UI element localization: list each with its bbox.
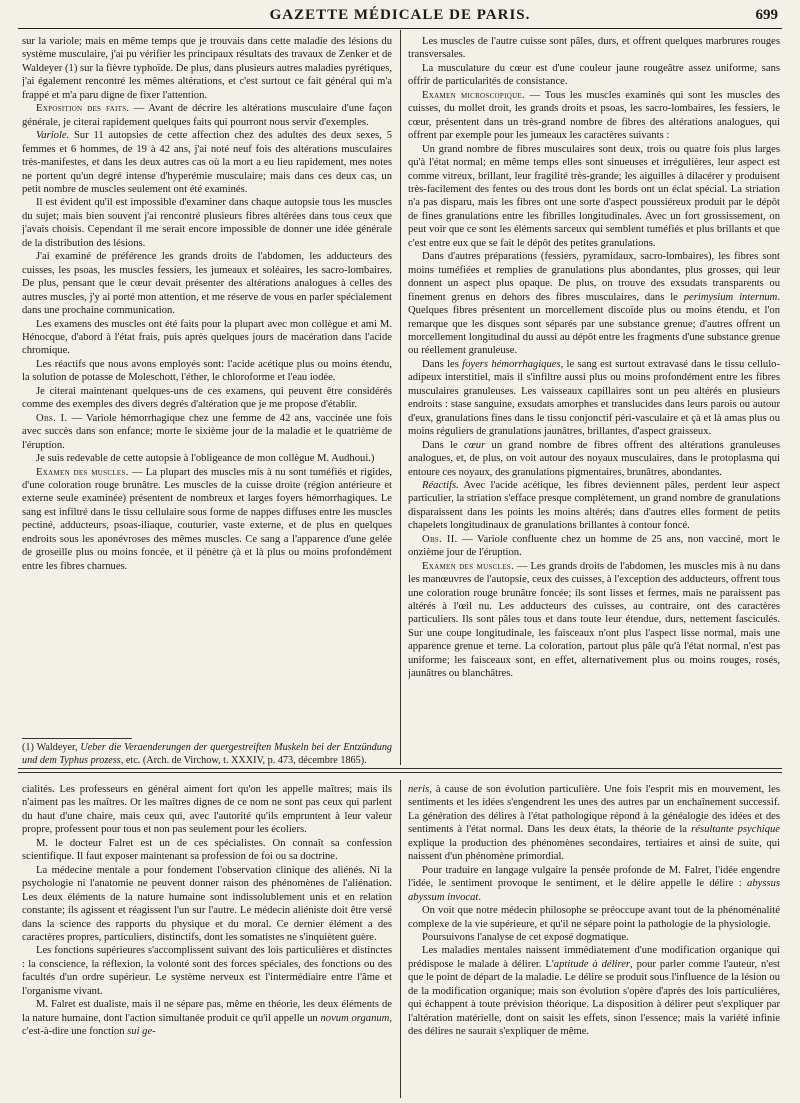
footnote-rule	[22, 738, 132, 739]
paragraph	[408, 250, 780, 358]
paragraph-text: — Tous les muscles examinés qui sont les muscles des cuisses, du mollet droit, les grands droits et psoas, les sacro-lombaires, les fessiers, le cœur, présentent dans un très-grand nombre de fibres des altérations analogues, qui offrent par exemple pour les jumeaux les caractères suivants :	[408, 89, 780, 142]
paragraph-text: , c'est-à-dire une fonction	[22, 1012, 392, 1038]
paragraph	[22, 358, 392, 385]
paragraph	[408, 864, 780, 904]
paragraph-text: Dans les	[422, 358, 463, 370]
paragraph	[408, 62, 780, 89]
paragraph	[22, 102, 392, 129]
paragraph-text: Les examens des muscles ont été faits pour la plupart avec mon collègue et ami M. Hénocque, d'abord à l'état frais, puis après quelques jours de macération dans l'acide chromique.	[22, 318, 392, 357]
paragraph	[408, 439, 780, 479]
emphasis-text: cœur	[464, 439, 486, 451]
emphasis-text: aptitude à délirer	[553, 958, 631, 970]
paragraph-lead: Variole.	[36, 130, 70, 142]
paragraph-text: sur la variole; mais en même temps que je trouvais dans cette maladie des lésions du système musculaire, j'ai pu vérifier les principaux résultats des travaux de Zenker et de Waldeyer (1) sur la fièvre typhoïde. De plus, dans plusieurs autres maladies pyrétiques, j'ai également rencontré les mêmes altérations, et c'est surtout ce fait général qui m'a frappé et m'a paru digne de fixer l'attention.	[22, 36, 392, 101]
paragraph-text: . Quelques fibres présentent un morcellement discoïde plus ou moins étendu, et l'on remarque que les disques sont séparés par une substance grenue; d'autres offrent un morcellement longitudinal du aussi au dépôt entre les fragments d'une substance grenue ou réellement granuleuse.	[408, 291, 780, 357]
paragraph-text: — Variole confluente chez un homme de 25 ans, non vacciné, mort le onzième jour de l'éruption.	[408, 533, 780, 559]
paragraph-text: Je citerai maintenant quelques-uns de ces examens, qui peuvent être considérés comme des exemples des divers degrés d'altération que je me propose d'établir.	[22, 385, 392, 411]
paragraph-lead: Obs. I.	[36, 412, 68, 424]
paragraph-text: Sur 11 autopsies de cette affection chez des adultes des deux sexes, 5 femmes et 6 hommes, de 19 à 42 ans, j'ai noté neuf fois des altérations musculaires très-manifestes, et dans les deux autres cas où la mort a eu lieu rapidement, mes notes ne portent qu'un degré intense d'hyperémie musculaire; mais dans ces deux cas, un petit nombre de muscles seulement ont été examinés.	[22, 130, 392, 195]
paragraph-text: La médecine mentale a pour fondement l'observation clinique des aliénés. Ni la psychologie ni l'anatomie ne peuvent donner raison des phénomènes de l'aliénation. Les deux éléments de la nature humaine sont indissolublement unis et en relation constante; ils agissent et réagissent l'un sur l'autre. Le médecin aliéniste doit être versé dans la science des rapports du physique et du moral. Ce dernier élément a des caractères propres, particuliers, distinctifs, dont les somatistes ne s'inquiètent guère.	[22, 864, 392, 943]
paragraph-lead: Obs. II.	[422, 533, 458, 545]
paragraph	[22, 129, 392, 196]
paragraph	[408, 533, 780, 560]
paragraph	[408, 783, 780, 864]
footnote-text-a: (1) Waldeyer,	[22, 742, 81, 753]
paragraph-text: .	[478, 891, 481, 903]
emphasis-text: foyers hémorrhagiques	[462, 358, 561, 370]
paragraph	[408, 35, 780, 62]
paragraph	[408, 560, 780, 681]
paragraph-lead: Réactifs.	[422, 479, 459, 491]
paragraph	[22, 783, 392, 837]
section-divider-double	[18, 772, 782, 773]
footnote-title: Ueber die Veraenderungen der quergestreiften Muskeln bei der Entzündung und dem Typhus prozess	[22, 742, 392, 766]
feuilleton-column-left	[22, 783, 392, 1098]
footnote-text-b: , etc. (Arch. de Virchow, t. XXXIV, p. 473, décembre 1865).	[120, 754, 367, 766]
paragraph	[22, 385, 392, 412]
emphasis-text: perimysium internum	[683, 291, 778, 303]
paragraph-lead: Examen microscopique.	[422, 89, 525, 101]
paragraph-text: Pour traduire en langage vulgaire la pensée profonde de M. Falret, l'idée engendre l'idée, le sentiment provoque le sentiment, et le délire appelle le délire :	[408, 864, 780, 890]
paragraph	[22, 318, 392, 358]
paragraph-text: un grand nombre de fibres offrent des altérations granuleuses analogues, et, de plus, on voit autour des noyaux musculaires, dans le protoplasma qui entoure ces noyaux, des granulations pigmentaires, brunâtres, abondantes.	[408, 439, 780, 478]
page-number: 699	[755, 7, 778, 23]
paragraph-text: Un grand nombre de fibres musculaires sont deux, trois ou quatre fois plus larges qu'à l'état normal; en même temps elles sont sinueuses et irrégulières, leur aspect est comme vitreux, brillant, leur fragilité très-grande; les aiguilles à dilacérer y produisent très-facilement des fentes ou des trous dont les bords ont un éclat spécial. La striation n'a pas disparu, mais les fibres ont une sorte d'aspect poussiéreux produit par le dépôt de fines granulations entre les fibrilles longitudinales. Avec un fort grossissement, on peut voir que ce sont les éléments sarceux qui semblent tuméfiés et plus brillants et que c'est entre eux que se fait le dépôt des petites granulations.	[408, 143, 780, 249]
paragraph-lead: Examen des muscles.	[422, 560, 514, 572]
paragraph	[22, 944, 392, 998]
paragraph-text: La musculature du cœur est d'une couleur jaune rougeâtre assez uniforme, sans offrir de particularités de consistance.	[408, 62, 780, 88]
paragraph	[22, 35, 392, 102]
paragraph	[22, 998, 392, 1038]
column-divider-top	[400, 30, 401, 765]
paragraph	[408, 143, 780, 251]
paragraph-text: J'ai examiné de préférence les grands droits de l'abdomen, les adducteurs des cuisses, les psoas, les muscles fessiers, les jumeaux et soléaires, les sacro-lombaires. De plus, pensant que le cœur devait présenter des altérations analogues à celles des autres muscles, j'y ai porté mon attention, et me réserve de vous en parler spécialement dans une prochaine communication.	[22, 251, 392, 317]
journal-title: GAZETTE MÉDICALE DE PARIS.	[269, 7, 531, 23]
paragraph-text: — Les grands droits de l'abdomen, les muscles mis à nu dans les manœuvres de l'autopsie, ceux des cuisses, à l'exception des adducteurs, offrent tous une coloration rouge brunâtre foncée; ils sont lisses et fermes, mais ne paraissent pas altérés à l'œil nu. Les adducteurs des cuisses, au contraire, ont des caractères particuliers. Ils sont pâles tous et dans toute leur étendue, durs, nettement fasciculés. Sur une coupe longitudinale, les faisceaux n'ont plus l'aspect lisse normal, mais une apparence grenue et terne. La coloration, partout plus pâle qu'à l'état normal, n'est pas uniforme; les faisceaux sont, en effet, alternativement plus ou moins rouges, rosés, jaunâtres ou blanchâtres.	[408, 560, 780, 680]
paragraph-text: Il est évident qu'il est impossible d'examiner dans chaque autopsie tous les muscles du sujet; mais bien souvent j'ai rencontré plusieurs fibres altérées dans tous ceux que j'avais choisis. Cependant il me serait encore impossible de donner une idée générale de la distribution des lésions.	[22, 197, 392, 249]
emphasis-text: abyssus abyssum invocat	[408, 878, 780, 903]
paragraph	[22, 466, 392, 574]
paragraph-text: Les réactifs que nous avons employés sont: l'acide acétique plus ou moins étendu, la solution de potasse de Moleschott, l'éther, le chloroforme et l'eau iodée.	[22, 358, 392, 384]
paragraph	[408, 479, 780, 533]
emphasis-text: novum organum	[320, 1012, 390, 1024]
feuilleton-column-right	[408, 783, 780, 1098]
paragraph-text: Dans le	[422, 439, 465, 451]
article-column-left	[22, 35, 392, 735]
paragraph-text: Dans d'autres préparations (fessiers, pyramidaux, sacro-lombaires), les fibres sont moins tuméfiées et remplies de granulations plus abondantes, plus grosses, qui leur donnent un aspect plus opaque. De plus, on trouve des exsudats transparents ou finement grenus en dehors des fibres musculaires, dans le	[408, 251, 780, 303]
paragraph	[408, 944, 780, 1038]
paragraph	[22, 837, 392, 864]
paragraph-text: M. Falret est dualiste, mais il ne sépare pas, même en théorie, les deux éléments de la nature humaine, dont l'action simultanée produit ce qu'il appelle un	[22, 999, 392, 1024]
paragraph	[408, 89, 780, 143]
paragraph-text: explique la production des phénomènes secondaires, tertiaires et ainsi de suite, qui naissent d'un phénomène primordial.	[408, 837, 780, 863]
article-column-right	[408, 35, 780, 761]
paragraph-lead: Examen des muscles.	[36, 466, 129, 478]
emphasis-text: résultante psychique	[691, 824, 780, 836]
paragraph-text: Les maladies mentales naissent immédiatement d'une modification organique qui prédispose le malade à délirer. L'	[408, 945, 780, 970]
paragraph-text: cialités. Les professeurs en général aiment fort qu'on les appelle maîtres; mais ils n'aiment pas les maîtres. Or les maîtres dignes de ce nom ne sont pas ceux qui parlent du haut d'une chaire, mais ceux qui, avec l'autorité qu'ils empruntent à leur valeur propre, professent pour tous et non pas seulement pour les écoliers.	[22, 784, 392, 836]
paragraph-text: , le sang est surtout extravasé dans le tissu cellulo-adipeux interstitiel, mais il s'infiltre aussi plus ou moins profondément entre les fibres musculaires granuleuses. Les vaisseaux capillaires sont un peu altérés en plusieurs endroits : stase sanguine, exsudats amorphes et translucides dans leurs parois ou autour d'eux, granulations fines dans le tissu conjonctif péri-vasculaire et çà et là amas plus ou moins réguliers de granulations jaunâtres, brillantes, d'aspect graisseux.	[408, 358, 780, 438]
paragraph-text: Je suis redevable de cette autopsie à l'obligeance de mon collègue M. Audhoui.)	[36, 453, 375, 465]
paragraph-text: Avec l'acide acétique, les fibres deviennent pâles, perdent leur aspect particulier, la striation s'efface presque complètement, un grand nombre de granulations disparaissent dans les points les moins altérés; dans d'autres elles forment de petits chapelets longitudinaux de granulations brillantes à contour foncé.	[408, 479, 780, 532]
paragraph	[408, 358, 780, 439]
emphasis-text: sui ge-	[127, 1026, 156, 1038]
paragraph-text: , à cause de son évolution particulière. Une fois l'esprit mis en mouvement, les sentiments et les idées s'engendrent les unes des autres par un enchaînement successif. La génération des délires à l'état pathologique répond à la généalogie des idées et des sentiments à l'état normal. Dans les deux états, la théorie de la	[408, 784, 780, 836]
paragraph-text: M. le docteur Falret est un de ces spécialistes. On connaît sa confession scientifique. Il faut exposer maintenant sa profession de foi ou sa doctrine.	[22, 837, 392, 863]
section-divider	[18, 768, 782, 769]
paragraph	[22, 452, 392, 465]
paragraph-text: — La plupart des muscles mis à nu sont tuméfiés et rigides, d'une coloration rouge brunâtre. Les muscles de la cuisse droite (région antérieure et externe seule examinée) présentent de nombreux et larges foyers hémorrhagiques. Le sang est infiltré dans le tissu cellulaire sous forme de nappes diffuses entre les muscles pectiné, adducteurs, psoas-iliaque, couturier, vaste externe, et de plus en quelques endroits sous les aponévroses des mêmes muscles. Ce sang a l'apparence d'une gelée de groseille plus ou moins foncée, et il pénètre çà et là plus ou moins profondément entre les fibres charnues.	[22, 466, 392, 572]
paragraph-text: Les muscles de l'autre cuisse sont pâles, durs, et offrent quelques marbrures rouges transversales.	[408, 36, 780, 61]
paragraph-text: On voit que notre médecin philosophe se préoccupe avant tout de la phénoménalité complexe de la vie supérieure, et qu'il ne sépare point la pathologie de la physiologie.	[408, 905, 780, 930]
paragraph	[22, 412, 392, 452]
paragraph-text: — Variole hémorrhagique chez une femme de 42 ans, vaccinée une fois avec succès dans son enfance; morte le sixième jour de la maladie et le quatrième de l'éruption.	[22, 412, 392, 451]
paragraph-text: Les fonctions supérieures s'accomplissent suivant des lois particulières et distinctes : la conscience, la réflexion, la volonté sont des forces spéciales, des fonctions ou des facultés d'un ordre supérieur. Le système nerveux est l'intermédiaire entre l'âme et l'organisme vivant.	[22, 945, 392, 997]
emphasis-text: neris	[408, 784, 430, 795]
footnote	[22, 742, 392, 766]
paragraph	[408, 904, 780, 931]
paragraph-lead: Exposition des faits.	[36, 103, 130, 115]
paragraph-text: , pour parler comme l'auteur, n'est que le point de départ de la maladie. Le délire se produit sous l'influence de la lésion ou de la modification organique; mais son évolution s'opère d'après des lois particulières, qui échappent à toute prévision théorique. La disposition à délirer peut s'expliquer par l'altération matérielle, dont on saisit les effets, sinon l'essence; mais la variété infinie des délires ne saurait s'expliquer de même.	[408, 958, 780, 1038]
paragraph-text: — Avant de décrire les altérations musculaire d'une façon générale, je citerai rapidement quelques faits qui pourront nous servir d'exemples.	[22, 103, 392, 128]
paragraph	[22, 864, 392, 945]
paragraph	[22, 250, 392, 317]
column-divider-bottom	[400, 780, 401, 1098]
paragraph	[22, 196, 392, 250]
page-header	[18, 4, 782, 29]
paragraph	[408, 931, 780, 944]
paragraph-text: Poursuivons l'analyse de cet exposé dogmatique.	[422, 931, 629, 943]
